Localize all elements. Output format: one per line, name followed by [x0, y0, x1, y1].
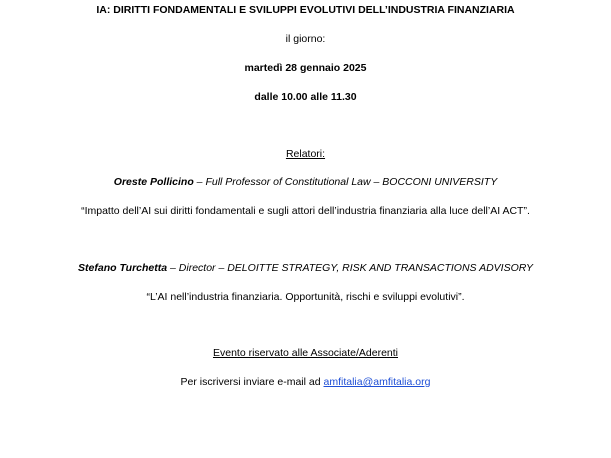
speaker-row [0, 261, 611, 275]
speaker-talk-title: “Impatto dell’AI sui diritti fondamentali e sugli attori dell’industria finanziaria alla luce dell’AI ACT”. [81, 205, 530, 217]
speakers-heading: Relatori: [285, 148, 326, 160]
event-date: martedì 28 gennaio 2025 [244, 62, 367, 74]
reserved-note-row [0, 346, 611, 360]
signup-text: Per iscriversi inviare e-mail ad [180, 376, 324, 388]
signup-row [0, 375, 611, 389]
speaker-role: Full Professor of Constitutional Law – BOCCONI UNIVERSITY [205, 176, 498, 188]
speaker-name: Stefano Turchetta [78, 262, 168, 274]
speaker-separator: – [167, 262, 179, 274]
reserved-note: Evento riservato alle Associate/Aderenti [212, 347, 399, 359]
signup-email-link[interactable]: amfitalia@amfitalia.org [323, 376, 431, 388]
speaker-talk-title: “L’AI nell’industria finanziaria. Opportunità, rischi e sviluppi evolutivi”. [146, 291, 465, 303]
speaker-role: Director – DELOITTE STRATEGY, RISK AND TRANSACTIONS ADVISORY [178, 262, 533, 274]
day-label: il giorno: [285, 33, 326, 45]
speaker-separator: – [193, 176, 206, 188]
speakers-heading-row [0, 147, 611, 161]
document-title: IA: DIRITTI FONDAMENTALI E SVILUPPI EVOLUTIVI DELL’INDUSTRIA FINANZIARIA [96, 4, 515, 16]
speaker-name: Oreste Pollicino [113, 176, 194, 188]
speaker-row [0, 175, 611, 189]
event-time: dalle 10.00 alle 11.30 [254, 91, 357, 103]
